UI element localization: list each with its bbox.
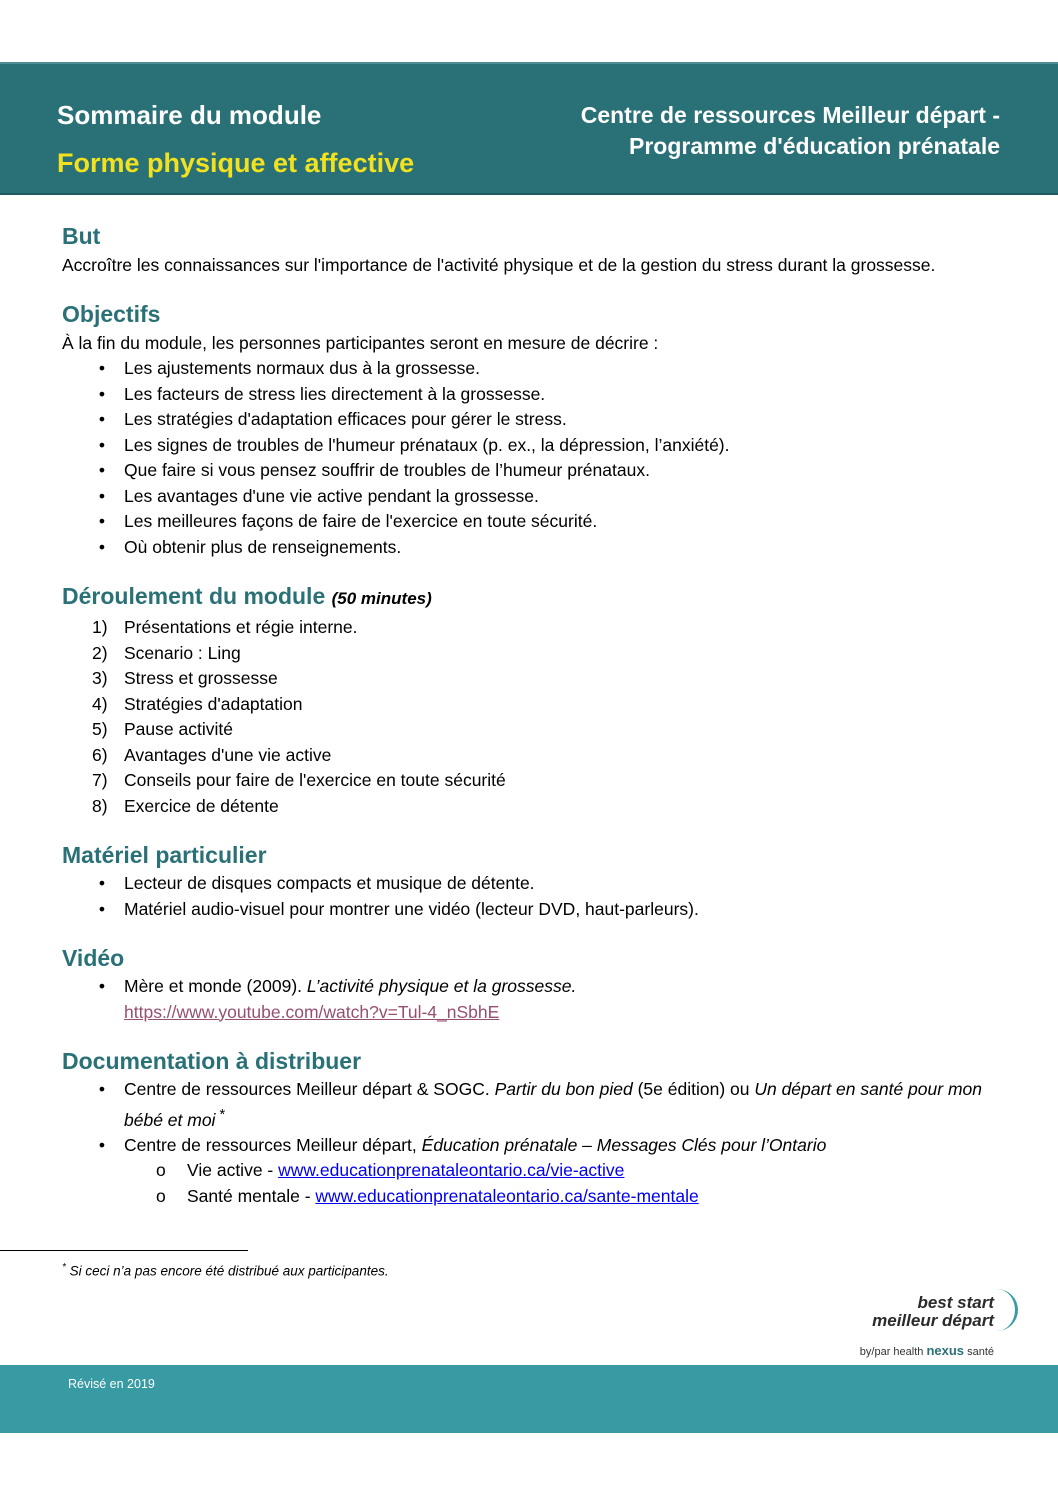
- materiel-list: [62, 871, 1022, 922]
- doc-title-partir-du-bon-pied: Partir du bon pied: [494, 1079, 633, 1099]
- best-start-logo: [828, 1283, 1018, 1358]
- bullet-icon: •: [98, 460, 106, 480]
- logo-byline: by/par health nexus santé: [859, 1343, 994, 1358]
- list-item: • Les ajustements normaux dus à la grossesse.: [62, 356, 1022, 382]
- heading-objectifs: Objectifs: [62, 301, 161, 327]
- bullet-icon: •: [98, 898, 106, 919]
- heading-documentation: Documentation à distribuer: [62, 1048, 362, 1074]
- list-item: • Que faire si vous pensez souffrir de troubles de l’humeur prénataux.: [62, 458, 1022, 484]
- documentation-list: [62, 1077, 1022, 1209]
- bullet-icon: •: [98, 383, 106, 404]
- bullet-icon: •: [98, 409, 106, 429]
- list-item: 4) Stratégies d'adaptation: [92, 693, 303, 714]
- circle-bullet-icon: o: [156, 1160, 166, 1181]
- bullet-icon: •: [98, 511, 106, 531]
- list-item: • Les avantages d'une vie active pendant la grossesse.: [62, 484, 1022, 510]
- list-item: • Centre de ressources Meilleur départ, Éducation prénatale – Messages Clés pour l’Ontario: [62, 1133, 1022, 1159]
- bullet-icon: •: [98, 976, 106, 996]
- footnote-reference: *: [215, 1106, 226, 1123]
- doc-title-education-prenatale: Éducation prénatale – Messages Clés pour l’Ontario: [421, 1134, 827, 1155]
- heading-video: Vidéo: [62, 945, 125, 971]
- revision-date: Révisé en 2019: [68, 1377, 155, 1391]
- video-title: L’activité physique et la grossesse.: [306, 976, 577, 996]
- list-item: 2) Scenario : Ling: [92, 642, 241, 663]
- list-item: o Santé mentale - www.educationprenataleontario.ca/sante-mentale: [62, 1184, 1022, 1210]
- list-item: 6) Avantages d'une vie active: [92, 744, 332, 765]
- section-video: [62, 942, 1022, 1025]
- objectifs-intro: À la fin du module, les personnes participantes seront en mesure de décrire :: [62, 333, 659, 353]
- list-item: • Les signes de troubles de l'humeur prénataux (p. ex., la dépression, l’anxiété).: [62, 433, 1022, 459]
- bullet-icon: •: [98, 536, 106, 557]
- logo-bracket-icon: [997, 1289, 1018, 1331]
- deroulement-list: [62, 615, 1022, 819]
- page-footer: [0, 1365, 1058, 1433]
- section-documentation: [62, 1045, 1022, 1209]
- heading-deroulement: Déroulement du module (50 minutes): [62, 583, 432, 609]
- duration: (50 minutes): [331, 589, 432, 608]
- circle-bullet-icon: o: [156, 1185, 166, 1206]
- logo-line-2: meilleur départ: [872, 1311, 994, 1330]
- bullet-icon: •: [98, 1079, 106, 1099]
- document-body: [62, 220, 1022, 1209]
- footnote: * Si ceci n’a pas encore été distribué aux participantes.: [62, 1262, 389, 1279]
- section-deroulement: [62, 580, 1022, 819]
- list-item: • Lecteur de disques compacts et musique de détente.: [62, 871, 1022, 897]
- bullet-icon: •: [98, 1134, 106, 1155]
- video-source: Mère et monde (2009).: [124, 976, 307, 996]
- organization-title: [581, 100, 1000, 162]
- but-text: Accroître les connaissances sur l'importance de l'activité physique et de la gestion du stress durant la grossesse.: [62, 255, 936, 275]
- heading-materiel: Matériel particulier: [62, 842, 267, 868]
- list-item: • Les meilleures façons de faire de l'exercice en toute sécurité.: [62, 509, 1022, 535]
- objectifs-list: [62, 356, 1022, 560]
- list-item: 7) Conseils pour faire de l'exercice en toute sécurité: [92, 770, 506, 790]
- footnote-separator: [0, 1250, 248, 1251]
- doc-title-un-depart-en-sante: Un départ en santé pour mon bébé et moi: [124, 1079, 982, 1130]
- module-summary-title: Sommaire du module: [57, 100, 322, 130]
- list-item: • Les stratégies d'adaptation efficaces pour gérer le stress.: [62, 407, 1022, 433]
- heading-but: But: [62, 223, 101, 249]
- list-item: 8) Exercice de détente: [92, 795, 279, 816]
- list-item: • Matériel audio-visuel pour montrer une vidéo (lecteur DVD, haut-parleurs).: [62, 897, 1022, 923]
- vie-active-link[interactable]: www.educationprenataleontario.ca/vie-active: [278, 1160, 625, 1181]
- video-link[interactable]: https://www.youtube.com/watch?v=Tul-4_nSbhE: [124, 1001, 500, 1022]
- bullet-icon: •: [98, 434, 106, 455]
- bullet-icon: •: [98, 358, 106, 378]
- video-list: [62, 974, 1022, 1025]
- sante-mentale-link[interactable]: www.educationprenataleontario.ca/sante-mentale: [315, 1185, 699, 1206]
- list-item: 3) Stress et grossesse: [92, 668, 278, 688]
- list-item: • Centre de ressources Meilleur départ & SOGC. Partir du bon pied (5e édition) ou Un départ en santé pour mon bébé et moi *: [62, 1077, 1022, 1133]
- logo-line-1: best start: [917, 1293, 994, 1312]
- list-item: • Où obtenir plus de renseignements.: [62, 535, 1022, 561]
- organization-line-1: Centre de ressources Meilleur départ -: [580, 102, 1000, 128]
- module-name: Forme physique et affective: [57, 148, 415, 178]
- list-item: • Les facteurs de stress lies directement à la grossesse.: [62, 382, 1022, 408]
- bullet-icon: •: [98, 485, 106, 506]
- section-objectifs: [62, 298, 1022, 560]
- section-but: [62, 220, 1022, 278]
- section-materiel: [62, 839, 1022, 922]
- list-item: 1) Présentations et régie interne.: [92, 617, 358, 637]
- list-item: [62, 974, 1022, 1025]
- bullet-icon: •: [98, 873, 106, 893]
- list-item: 5) Pause activité: [92, 719, 233, 739]
- list-item: o Vie active - www.educationprenataleontario.ca/vie-active: [62, 1158, 1022, 1184]
- organization-line-2: Programme d'éducation prénatale: [628, 133, 1000, 159]
- page-header: [0, 62, 1058, 195]
